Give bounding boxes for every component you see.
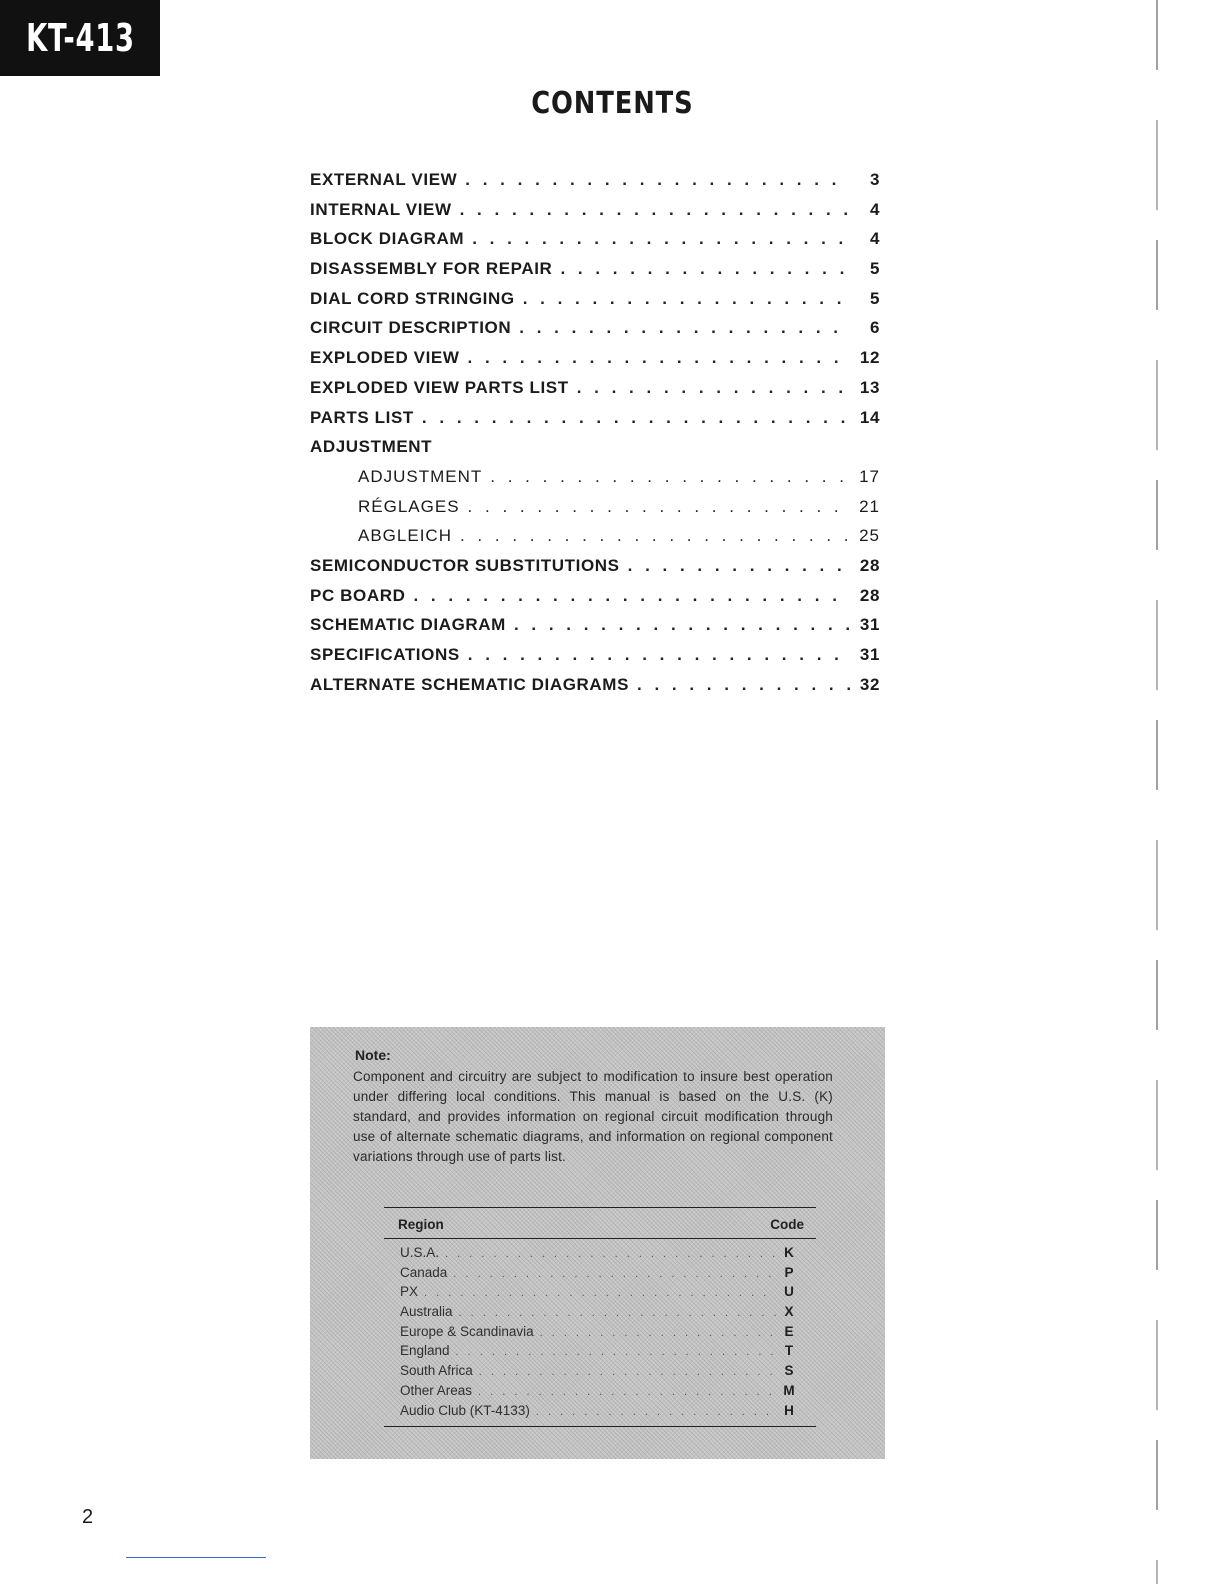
toc-page-number: 5: [869, 288, 880, 308]
toc-entry: [310, 289, 880, 319]
toc-page-number: 25: [859, 526, 880, 546]
toc-leader-dots: [465, 170, 850, 190]
toc-label: ABGLEICH: [358, 526, 452, 546]
toc-leader-dots: [490, 467, 850, 487]
table-body: [384, 1239, 816, 1426]
toc-label: PC BOARD: [310, 585, 406, 605]
toc-subentry: [310, 497, 880, 527]
region-leader-dots: [453, 1268, 776, 1280]
table-header: [384, 1208, 816, 1238]
region-name: U.S.A.: [400, 1245, 440, 1260]
region-leader-dots: [478, 1386, 776, 1398]
page-number: 2: [82, 1506, 94, 1528]
toc-page-number: 4: [869, 199, 880, 219]
toc-label: SPECIFICATIONS: [310, 645, 460, 664]
region-code: E: [784, 1323, 794, 1339]
toc-label: DISASSEMBLY FOR REPAIR: [310, 259, 553, 279]
toc-label: CIRCUIT DESCRIPTION: [310, 318, 512, 338]
toc-page-number: 28: [859, 555, 880, 575]
region-leader-dots: [459, 1307, 776, 1319]
region-name: South Africa: [400, 1363, 473, 1379]
toc-leader-dots: [637, 675, 850, 695]
toc-page-number: 31: [859, 645, 880, 664]
toc-label: ADJUSTMENT: [358, 466, 483, 486]
toc-leader-dots: [523, 289, 850, 309]
table-bottom-rule: [384, 1426, 816, 1427]
toc-leader-dots: [413, 586, 850, 606]
table-row: [384, 1265, 816, 1285]
toc-page-number: 3: [869, 170, 880, 189]
toc-label: INTERNAL VIEW: [310, 199, 452, 219]
table-of-contents: [310, 170, 880, 704]
table-row: [384, 1324, 816, 1344]
region-name: Canada: [400, 1264, 448, 1280]
table-row: [384, 1304, 816, 1324]
region-code: M: [783, 1382, 795, 1398]
toc-label: EXPLODED VIEW PARTS LIST: [310, 377, 569, 397]
toc-page-number: 12: [859, 348, 880, 368]
toc-entry: [310, 675, 880, 705]
toc-page-number: 14: [859, 407, 880, 427]
table-row: [384, 1383, 816, 1403]
region-leader-dots: [424, 1287, 776, 1299]
table-row: [384, 1245, 816, 1265]
toc-entry: [310, 378, 880, 408]
toc-entry: [310, 615, 880, 645]
region-code: X: [784, 1304, 794, 1320]
toc-label: BLOCK DIAGRAM: [310, 229, 465, 249]
toc-leader-dots: [460, 526, 850, 546]
region-leader-dots: [456, 1346, 776, 1358]
toc-page-number: 5: [869, 259, 880, 279]
toc-leader-dots: [468, 497, 850, 517]
toc-label: ADJUSTMENT: [310, 437, 433, 457]
region-code: U: [784, 1284, 794, 1300]
table-row: [384, 1343, 816, 1363]
toc-entry: [310, 259, 880, 289]
toc-leader-dots: [422, 408, 850, 428]
region-name: PX: [400, 1284, 419, 1300]
toc-page-number: 4: [869, 229, 880, 249]
note-heading: Note:: [355, 1047, 391, 1063]
toc-label: EXTERNAL VIEW: [310, 170, 458, 189]
region-leader-dots: [479, 1366, 776, 1378]
page-title-text: CONTENTS: [530, 86, 694, 121]
toc-entry: [310, 408, 880, 438]
scan-binding-edge: [1156, 0, 1158, 1584]
table-row: [384, 1284, 816, 1304]
toc-subentry: [310, 526, 880, 556]
toc-subentry: [310, 467, 880, 497]
region-leader-dots: [445, 1248, 776, 1260]
region-name: Other Areas: [400, 1382, 473, 1398]
region-name: Australia: [400, 1304, 453, 1320]
region-code: P: [784, 1264, 794, 1280]
toc-leader-dots: [468, 645, 850, 665]
region-name: Audio Club (KT-4133): [400, 1402, 530, 1418]
toc-page-number: 21: [859, 496, 880, 516]
toc-leader-dots: [628, 556, 850, 576]
note-text: Component and circuitry are subject to modification to insure best operation under differing local conditions. This manual is based on the U.S. (K) standard, and provides information on regional circuit modification through use of alternate schematic diagrams, and information on regional component variations through use of parts list.: [353, 1069, 833, 1164]
region-leader-dots: [540, 1327, 776, 1339]
toc-entry: [310, 170, 880, 200]
toc-leader-dots: [460, 200, 850, 220]
toc-leader-dots: [560, 259, 850, 279]
toc-label: EXPLODED VIEW: [310, 348, 460, 368]
region-name: Europe & Scandinavia: [400, 1323, 534, 1339]
toc-leader-dots: [468, 348, 851, 368]
region-code: T: [784, 1343, 794, 1359]
region-code: H: [784, 1402, 794, 1418]
toc-entry: [310, 318, 880, 348]
toc-leader-dots: [519, 318, 850, 338]
region-code: K: [784, 1245, 794, 1260]
model-tag: [0, 0, 160, 76]
region-code-table: [384, 1207, 816, 1427]
toc-label: SEMICONDUCTOR SUBSTITUTIONS: [310, 555, 620, 575]
toc-entry: [310, 348, 880, 378]
toc-entry: [310, 645, 880, 675]
region-code: S: [784, 1363, 794, 1379]
model-tag-text: KT-413: [25, 16, 135, 60]
toc-page-number: 6: [869, 318, 880, 338]
toc-entry: [310, 556, 880, 586]
toc-label: RÉGLAGES: [358, 496, 460, 516]
toc-label: ALTERNATE SCHEMATIC DIAGRAMS: [310, 674, 630, 694]
region-leader-dots: [536, 1406, 776, 1418]
toc-entry: [310, 586, 880, 616]
toc-leader-dots: [472, 229, 850, 249]
region-column-header: Region: [398, 1217, 444, 1232]
toc-entry: [310, 200, 880, 230]
toc-entry: [310, 229, 880, 259]
toc-page-number: 32: [859, 674, 880, 694]
toc-label: PARTS LIST: [310, 407, 414, 427]
table-row: [384, 1403, 816, 1423]
toc-leader-dots: [514, 615, 850, 635]
toc-leader-dots: [577, 378, 850, 398]
toc-label: SCHEMATIC DIAGRAM: [310, 615, 506, 635]
toc-page-number: 17: [859, 466, 880, 486]
region-name: England: [400, 1343, 450, 1359]
code-column-header: Code: [770, 1217, 804, 1232]
table-row: [384, 1363, 816, 1383]
page-title: [0, 86, 1224, 121]
toc-page-number: 31: [859, 615, 880, 635]
note-box: [310, 1027, 885, 1459]
toc-section-heading: [310, 437, 880, 467]
toc-page-number: 28: [859, 585, 880, 605]
toc-label: DIAL CORD STRINGING: [310, 288, 515, 308]
toc-page-number: 13: [859, 377, 880, 397]
footer-rule: [126, 1557, 266, 1558]
